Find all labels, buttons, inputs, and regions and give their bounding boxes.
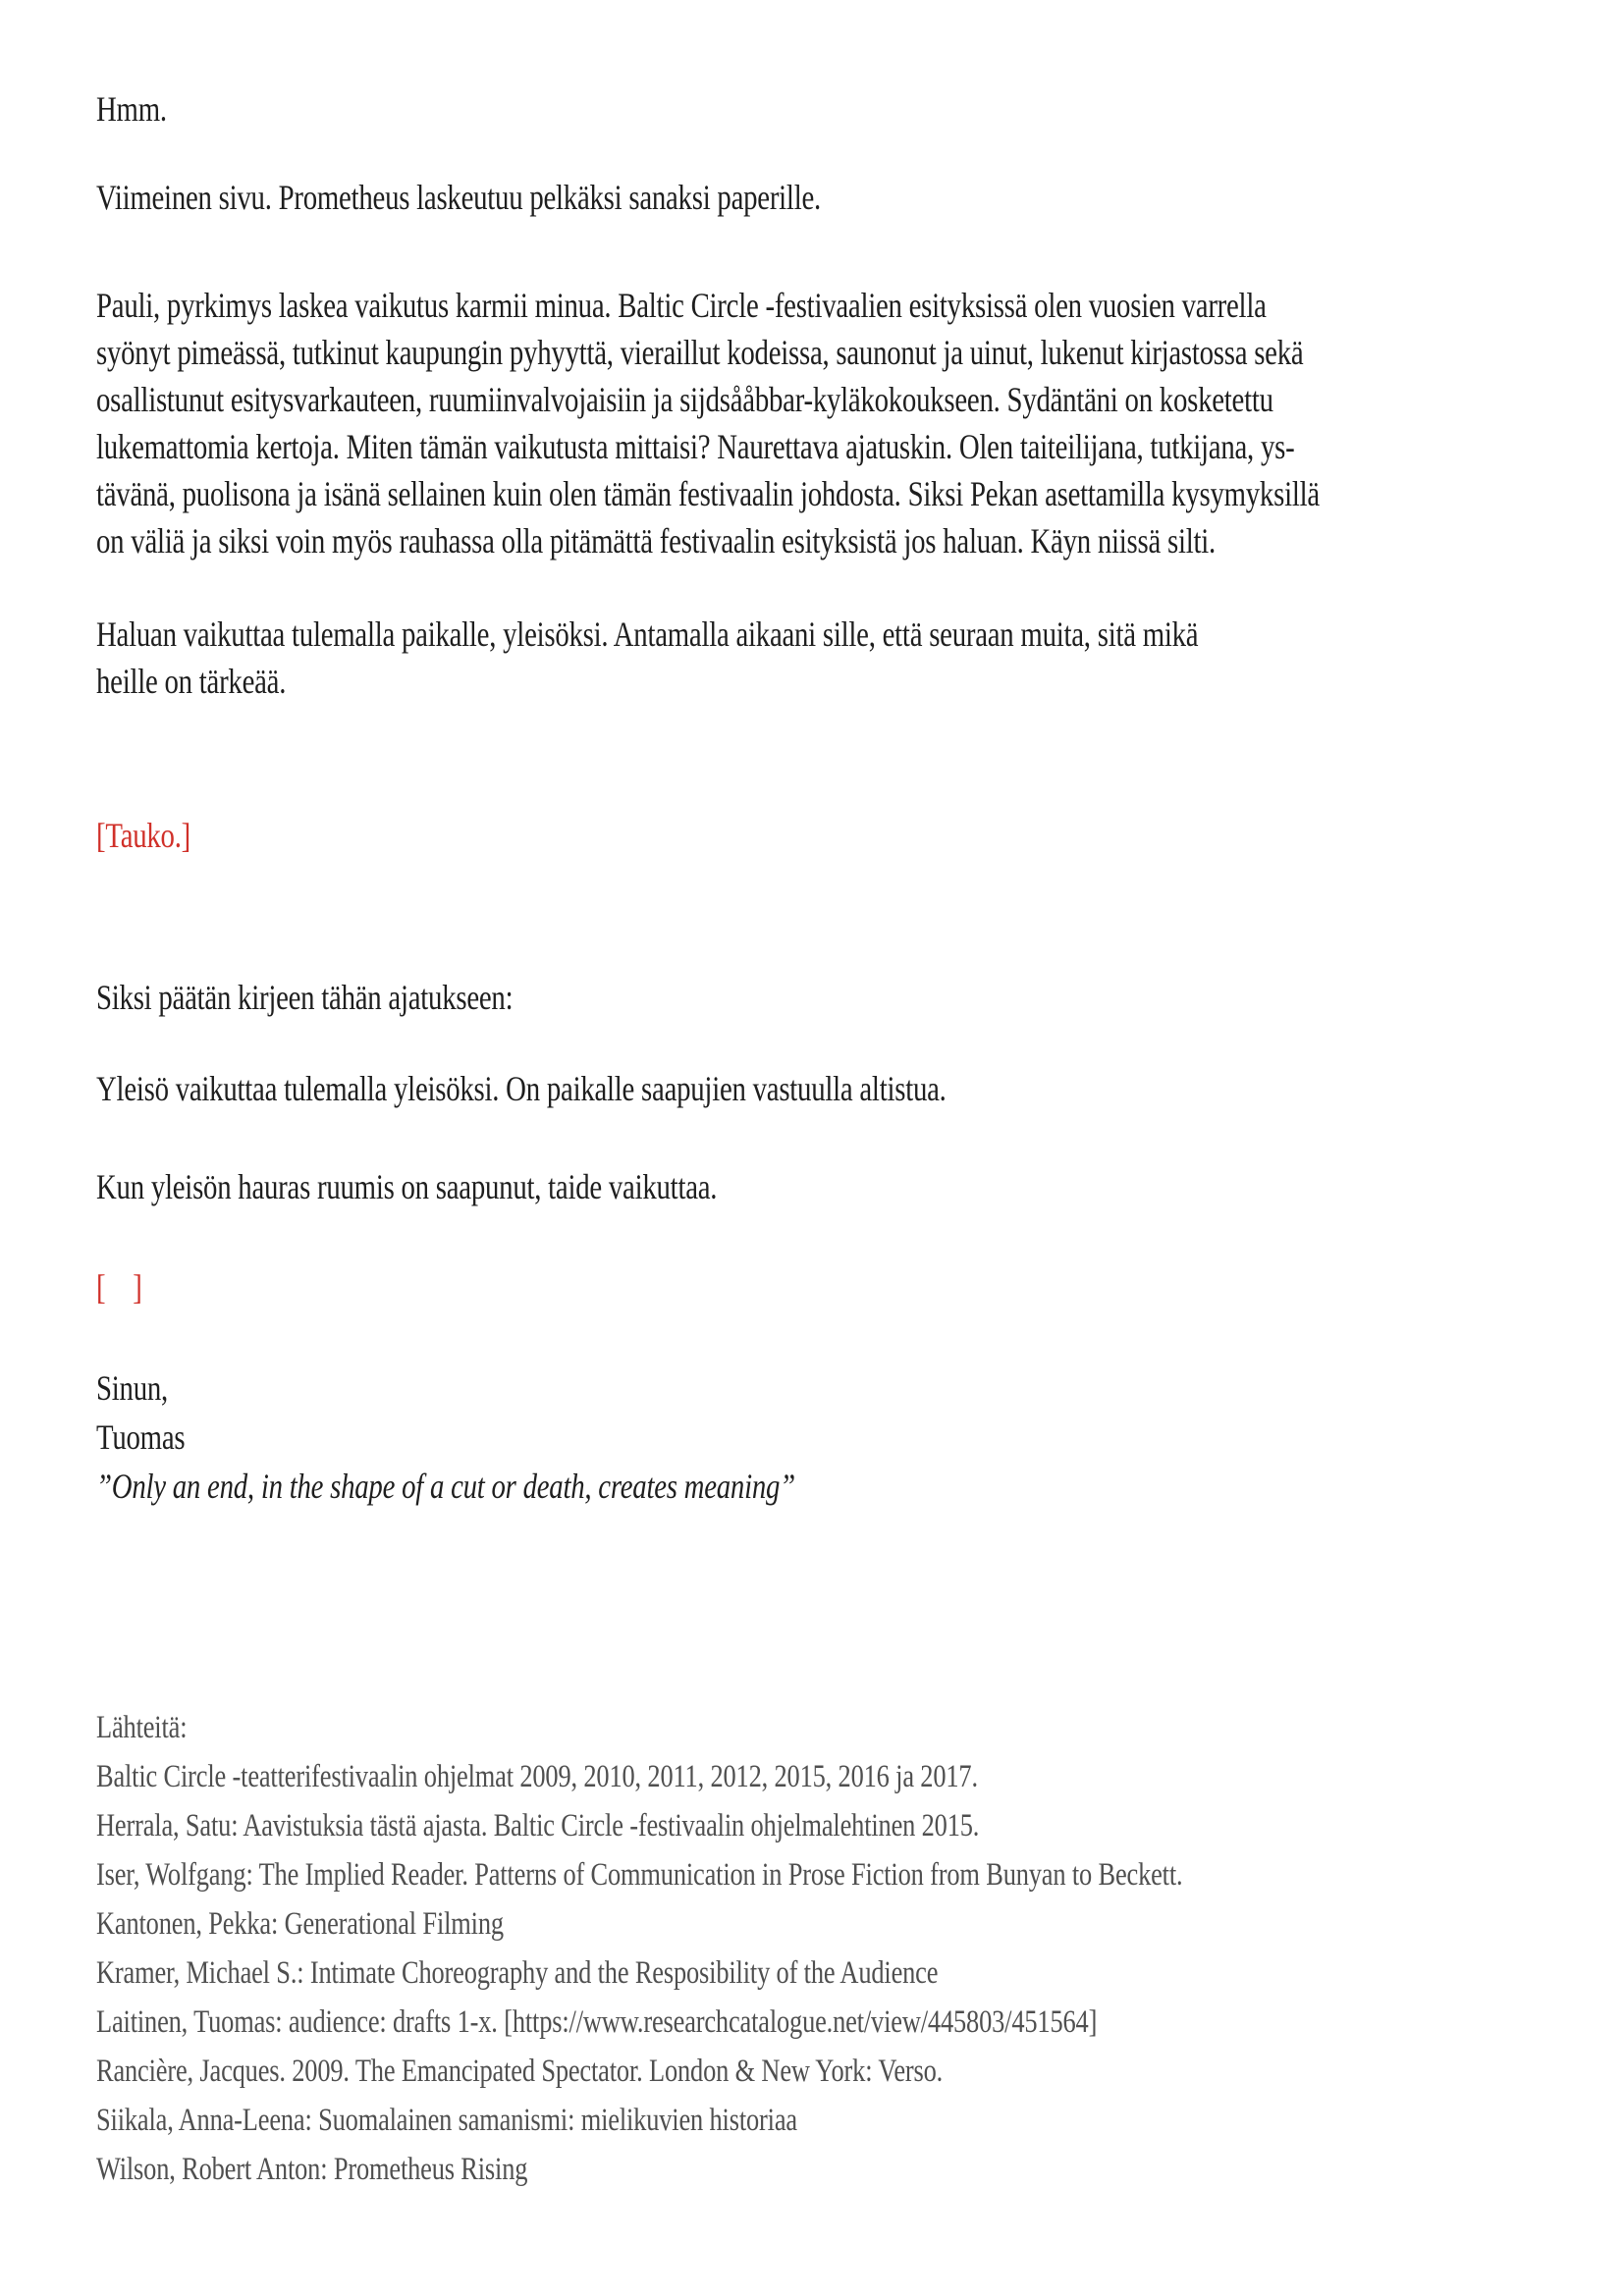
source-item: Baltic Circle -teatterifestivaalin ohjelmat 2009, 2010, 2011, 2012, 2015, 2016 ja 2017.: [96, 1759, 978, 1794]
signoff-name: Tuomas: [96, 1417, 186, 1457]
paragraph-line: Haluan vaikuttaa tulemalla paikalle, yleisöksi. Antamalla aikaani sille, että seuraan muita, sitä mikä: [96, 614, 1199, 654]
last-page-line: Viimeinen sivu. Prometheus laskeutuu pelkäksi sanaksi paperille.: [96, 178, 821, 217]
pause-marker-tauko: [Tauko.]: [96, 816, 191, 855]
paragraph-line: syönyt pimeässä, tutkinut kaupungin pyhyyttä, vieraillut kodeissa, saunonut ja uinut, lukenut kirjastossa sekä: [96, 333, 1304, 372]
paragraph-line: on väliä ja siksi voin myös rauhassa olla pitämättä festivaalin esityksistä jos haluan. Käyn niissä silti.: [96, 521, 1216, 561]
signoff-sinun: Sinun,: [96, 1368, 168, 1408]
source-item: Iser, Wolfgang: The Implied Reader. Patterns of Communication in Prose Fiction from Bunyan to Beckett.: [96, 1857, 1183, 1893]
paragraph-line: osallistunut esitysvarkauteen, ruumiinvalvojaisiin ja sijdsååbbar-kyläkokoukseen. Sydäntäni on kosketettu: [96, 380, 1273, 419]
paragraph-line: Pauli, pyrkimys laskea vaikutus karmii minua. Baltic Circle -festivaalien esityksissä olen vuosien varrella: [96, 286, 1267, 325]
source-item: Herrala, Satu: Aavistuksia tästä ajasta. Baltic Circle -festivaalin ohjelmalehtinen 2015.: [96, 1808, 980, 1843]
source-item: Rancière, Jacques. 2009. The Emancipated Spectator. London & New York: Verso.: [96, 2054, 944, 2089]
closing-thought-line: Siksi päätän kirjeen tähän ajatukseen:: [96, 978, 514, 1017]
paragraph-line: heille on tärkeää.: [96, 662, 287, 701]
signoff-quote: ”Only an end, in the shape of a cut or death, creates meaning”: [96, 1467, 795, 1506]
source-item: Kramer, Michael S.: Intimate Choreography and the Resposibility of the Audience: [96, 1955, 939, 1991]
statement-kun: Kun yleisön hauras ruumis on saapunut, taide vaikuttaa.: [96, 1167, 718, 1206]
paragraph-line: tävänä, puolisona ja isänä sellainen kuin olen tämän festivaalin johdosta. Siksi Pekan asettamilla kysymyksillä: [96, 474, 1320, 513]
source-item: Wilson, Robert Anton: Prometheus Rising: [96, 2152, 528, 2187]
empty-bracket-marker: [ ]: [96, 1267, 142, 1307]
paragraph-pauli: [96, 282, 1526, 564]
statement-yleiso: Yleisö vaikuttaa tulemalla yleisöksi. On paikalle saapujien vastuulla altistua.: [96, 1069, 947, 1108]
letter-content: [96, 85, 1526, 2194]
sources-heading: Lähteitä:: [96, 1710, 188, 1745]
source-item: Kantonen, Pekka: Generational Filming: [96, 1906, 504, 1942]
signoff-block: [96, 1363, 1526, 1511]
source-item: Laitinen, Tuomas: audience: drafts 1-x. [https://www.researchcatalogue.net/view/445803/451564]: [96, 2004, 1098, 2040]
paragraph-line: lukemattomia kertoja. Miten tämän vaikutusta mittaisi? Naurettava ajatuskin. Olen taiteilijana, tutkijana, ys-: [96, 427, 1295, 466]
source-item: Siikala, Anna-Leena: Suomalainen samanismi: mielikuvien historiaa: [96, 2103, 797, 2138]
sources-block: [96, 1703, 1526, 2194]
interjection-hmm: Hmm.: [96, 89, 167, 129]
paragraph-haluan: [96, 611, 1526, 705]
